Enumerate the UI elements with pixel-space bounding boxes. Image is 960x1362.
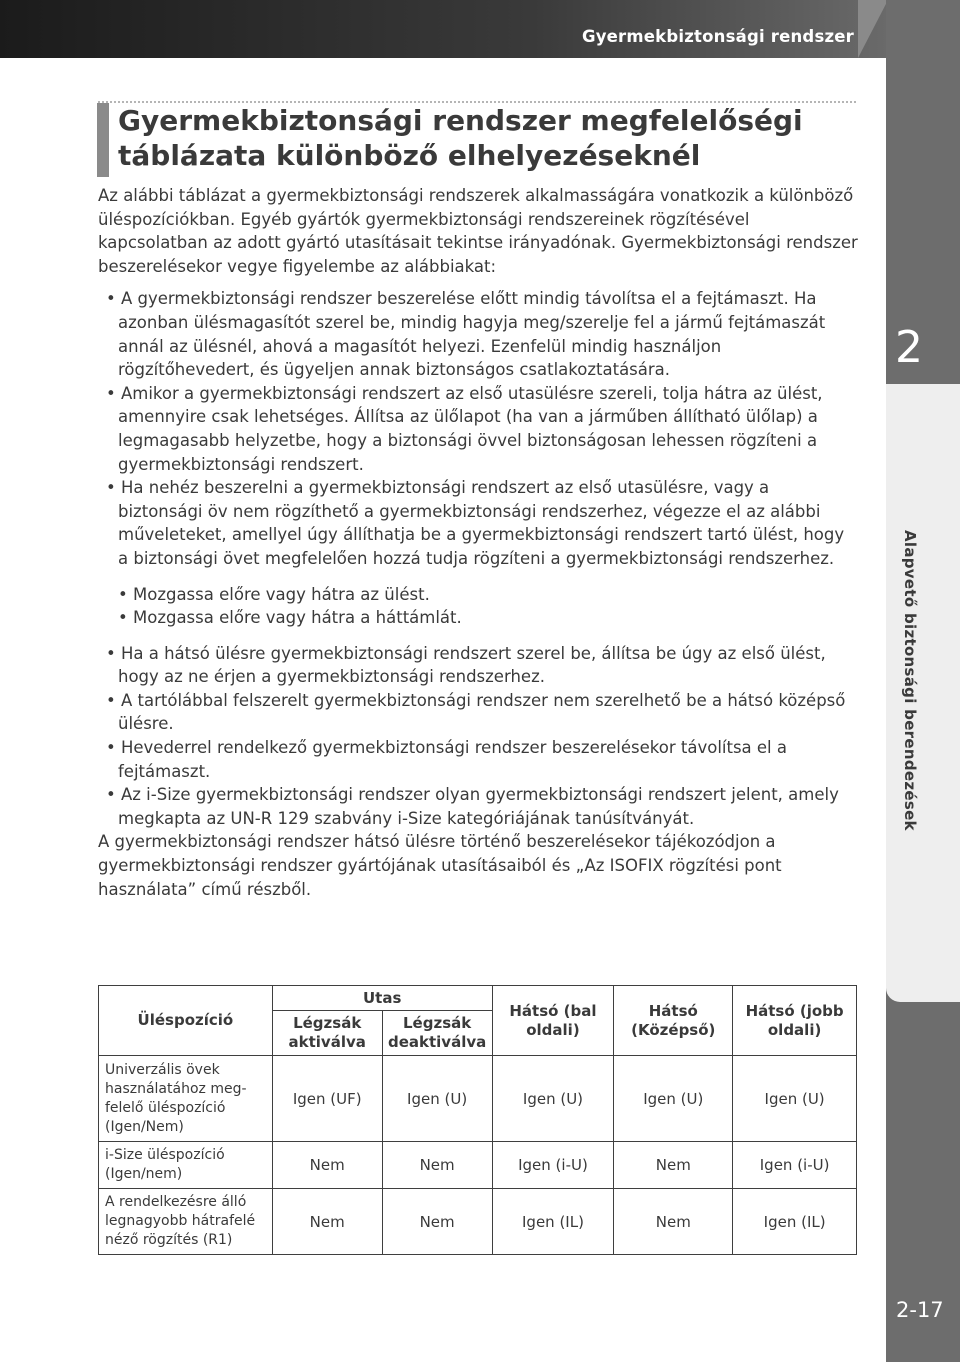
table-cell: Nem bbox=[272, 1189, 382, 1255]
list-item: • Mozgassa előre vagy hátra az ülést. bbox=[118, 583, 858, 607]
table-cell: Igen (U) bbox=[492, 1056, 614, 1142]
bullet-list-1 bbox=[98, 287, 858, 570]
header-corner bbox=[858, 0, 888, 58]
title-line-2: táblázata különböző elhelyezéseknél bbox=[118, 139, 701, 172]
table-cell: Nem bbox=[614, 1189, 733, 1255]
table-cell: Igen (UF) bbox=[272, 1056, 382, 1142]
list-item: • Hevederrel rendelkező gyermekbiztonsági rendszer beszerelésekor távolítsa el a fejtámaszt. bbox=[98, 736, 858, 783]
chapter-label: Alapvető biztonsági berendezések bbox=[901, 530, 919, 831]
table-cell: Igen (IL) bbox=[733, 1189, 857, 1255]
table-cell: Igen (IL) bbox=[492, 1189, 614, 1255]
table-cell: Igen (U) bbox=[733, 1056, 857, 1142]
header-rear-left: Hátsó (bal oldali) bbox=[492, 986, 614, 1056]
body-text bbox=[98, 184, 858, 901]
table-cell: Nem bbox=[614, 1142, 733, 1189]
list-item: • A gyermekbiztonsági rendszer beszerelése előtt mindig távolítsa el a fejtámaszt. Ha azonban ülésmagasítót szerel be, mindig hagyja meg/szerelje fel a jármű fejtámaszát annál az ülésnél, ahová a magasítót helyezi. Ezenfelül mindig használjon rögzítőhevedert, és ügyeljen annak biztonságos csatlakoztatására. bbox=[98, 287, 858, 381]
row-label: A rendelkezésre álló legnagyobb hátrafelé néző rögzítés (R1) bbox=[99, 1189, 273, 1255]
sub-bullet-list bbox=[98, 583, 858, 630]
header-airbag-on: Légzsák aktiválva bbox=[272, 1011, 382, 1056]
bullet-list-2 bbox=[98, 642, 858, 831]
chapter-number: 2 bbox=[895, 322, 923, 373]
list-item: • Mozgassa előre vagy hátra a háttámlát. bbox=[118, 606, 858, 630]
page-number: 2-17 bbox=[896, 1298, 944, 1322]
title-accent-bar bbox=[97, 103, 109, 177]
title-line-1: Gyermekbiztonsági rendszer megfelelőségi bbox=[118, 104, 803, 137]
table-row bbox=[99, 1189, 857, 1255]
header-rear-center: Hátsó (Középső) bbox=[614, 986, 733, 1056]
table-cell: Nem bbox=[382, 1142, 492, 1189]
list-item: • Ha nehéz beszerelni a gyermekbiztonsági rendszert az első utasülésre, vagy a biztonsági öv nem rögzíthető a gyermekbiztonsági rendszerhez, végezze el az alábbi műveleteket, amellyel úgy állíthatja be a gyermekbiztonsági rendszert tartó ülést, hogy a biztonsági övet megfelelően hozzá tudja rögzíteni a gyermekbiztonsági rendszerhez. bbox=[98, 476, 858, 570]
table-cell: Igen (i-U) bbox=[492, 1142, 614, 1189]
header-passenger: Utas bbox=[272, 986, 492, 1011]
row-label: Univerzális övek használatához meg-felelő üléspozíció (Igen/Nem) bbox=[99, 1056, 273, 1142]
table-cell: Nem bbox=[272, 1142, 382, 1189]
header-seat-position: Üléspozíció bbox=[99, 986, 273, 1056]
intro-paragraph: Az alábbi táblázat a gyermekbiztonsági rendszerek alkalmasságára vonatkozik a különböző üléspozíciókban. Egyéb gyártók gyermekbiztonsági rendszereinek rögzítésével kapcsolatban az adott gyártó utasításait tekintse irányadónak. Gyermekbiztonsági rendszer beszerelésekor vegye figyelembe az alábbiakat: bbox=[98, 186, 858, 276]
table-cell: Igen (U) bbox=[382, 1056, 492, 1142]
closing-paragraph: A gyermekbiztonsági rendszer hátsó ülésre történő beszerelésekor tájékozódjon a gyermekbiztonsági rendszer gyártójának utasításaiból és „Az ISOFIX rögzítési pont használata” című részből. bbox=[98, 832, 782, 899]
table-cell: Igen (i-U) bbox=[733, 1142, 857, 1189]
list-item: • Az i-Size gyermekbiztonsági rendszer olyan gyermekbiztonsági rendszert jelent, amely megkapta az UN-R 129 szabvány i-Size kategóriájának tanúsítványát. bbox=[98, 783, 858, 830]
table-cell: Nem bbox=[382, 1189, 492, 1255]
list-item: • Amikor a gyermekbiztonsági rendszert az első utasülésre szereli, tolja hátra az ülést, amennyire csak lehetséges. Állítsa az ülőlapot (ha van a járműben állítható ülőlap) a legmagasabb helyzetbe, hogy a biztonsági övvel biztonságosan lehessen rögzíteni a gyermekbiztonsági rendszert. bbox=[98, 382, 858, 476]
section-title bbox=[118, 103, 838, 173]
list-item: • A tartólábbal felszerelt gyermekbiztonsági rendszer nem szerelhető be a hátsó középső ülésre. bbox=[98, 689, 858, 736]
compatibility-table bbox=[98, 985, 857, 1255]
header-rear-right: Hátsó (jobb oldali) bbox=[733, 986, 857, 1056]
row-label: i-Size üléspozíció (Igen/nem) bbox=[99, 1142, 273, 1189]
list-item: • Ha a hátsó ülésre gyermekbiztonsági rendszert szerel be, állítsa be úgy az első ülést, hogy az ne érjen a gyermekbiztonsági rendszerhez. bbox=[98, 642, 858, 689]
table-row bbox=[99, 1056, 857, 1142]
table-row bbox=[99, 1142, 857, 1189]
header-airbag-off: Légzsák deaktiválva bbox=[382, 1011, 492, 1056]
running-header-title: Gyermekbiztonsági rendszer bbox=[581, 27, 854, 46]
table-cell: Igen (U) bbox=[614, 1056, 733, 1142]
